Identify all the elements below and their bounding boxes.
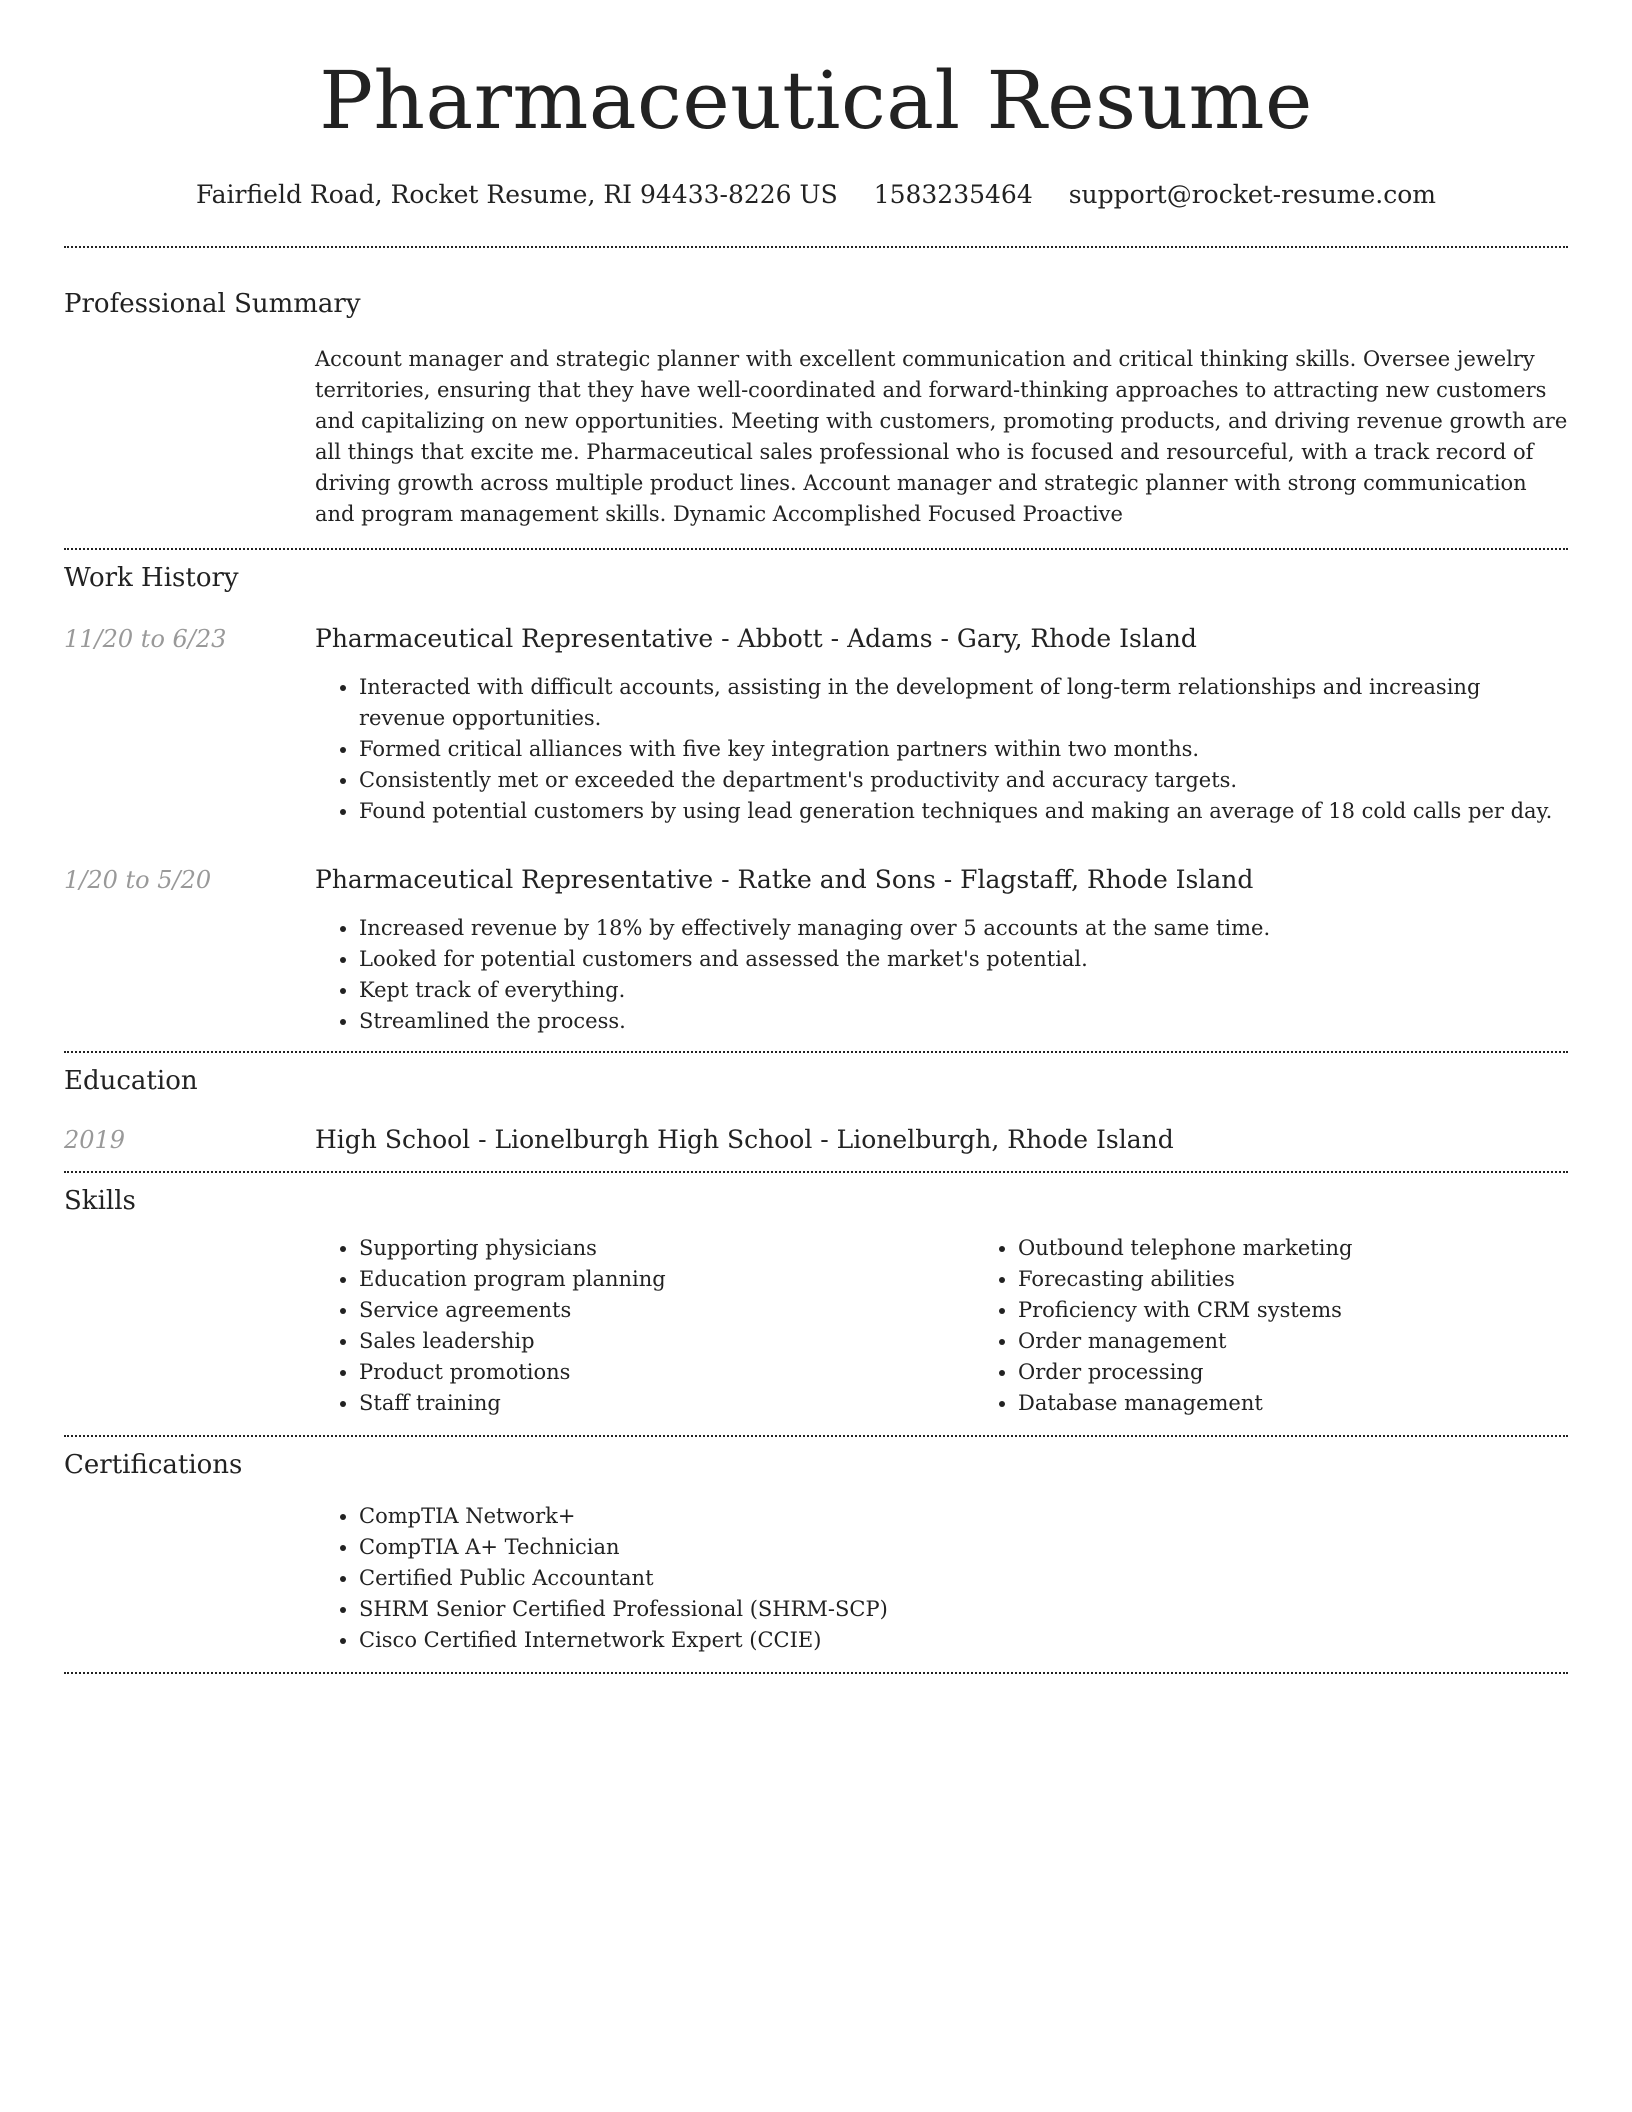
job-entry	[64, 865, 1568, 1037]
contact-email: support@rocket-resume.com	[1068, 180, 1437, 209]
job-heading: Pharmaceutical Representative - Abbott - Adams - Gary, Rhode Island	[315, 624, 1197, 653]
job-bullet: • Interacted with difficult accounts, assisting in the development of long-term relationships and increasing revenue opportunities.	[359, 672, 1568, 734]
skill-item: • Outbound telephone marketing	[1018, 1233, 1632, 1264]
contact-address: Fairfield Road, Rocket Resume, RI 94433-8226 US	[195, 180, 838, 209]
job-bullet: • Found potential customers by using lead generation techniques and making an average of 18 cold calls per day.	[359, 796, 1568, 827]
job-dates: 11/20 to 6/23	[64, 625, 227, 653]
job-bullet: • Consistently met or exceeded the department's productivity and accuracy targets.	[359, 765, 1568, 796]
divider	[64, 1171, 1568, 1173]
summary-text: Account manager and strategic planner with excellent communication and critical thinking skills. Oversee jewelry territories, ensuring that they have well-coordinated and forward-thinking approaches to attracting new customers and capitalizing on new opportunities. Meeting with customers, promoting products, and driving revenue growth are all things that excite me. Pharmaceutical sales professional who is focused and resourceful, with a track record of driving growth across multiple product lines. Account manager and strategic planner with strong communication and program management skills. Dynamic Accomplished Focused Proactive	[315, 347, 1568, 526]
divider	[64, 1672, 1568, 1674]
job-bullet: • Increased revenue by 18% by effectively managing over 5 accounts at the same time.	[359, 913, 1568, 944]
job-bullets	[315, 672, 1568, 827]
skill-item: • Proficiency with CRM systems	[1018, 1295, 1632, 1326]
skills-list-right	[974, 1233, 1632, 1419]
divider	[64, 1051, 1568, 1053]
skill-item: • Forecasting abilities	[1018, 1264, 1632, 1295]
section-title-work: Work History	[64, 563, 239, 593]
section-title-education: Education	[64, 1066, 198, 1096]
certification-item: • CompTIA A+ Technician	[359, 1532, 1568, 1563]
certification-item: • SHRM Senior Certified Professional (SHRM-SCP)	[359, 1594, 1568, 1625]
job-bullet: • Streamlined the process.	[359, 1006, 1568, 1037]
job-bullet: • Looked for potential customers and assessed the market's potential.	[359, 944, 1568, 975]
section-title-certifications: Certifications	[64, 1450, 243, 1480]
job-body	[315, 865, 1568, 1037]
certifications-list-wrap	[315, 1501, 1568, 1672]
divider	[64, 1435, 1568, 1437]
skill-item: • Staff training	[359, 1388, 974, 1419]
contact-phone: 1583235464	[873, 180, 1033, 209]
job-entry	[64, 624, 1568, 827]
certification-item: • Certified Public Accountant	[359, 1563, 1568, 1594]
contact-line	[64, 180, 1568, 210]
certification-item: • Cisco Certified Internetwork Expert (CCIE)	[359, 1625, 1568, 1656]
skill-item: • Product promotions	[359, 1357, 974, 1388]
divider	[64, 246, 1568, 248]
skills-columns	[315, 1233, 1568, 1435]
certification-item: • CompTIA Network+	[359, 1501, 1568, 1532]
skill-item: • Service agreements	[359, 1295, 974, 1326]
education-heading: High School - Lionelburgh High School - Lionelburgh, Rhode Island	[315, 1125, 1174, 1154]
resume-name: Pharmaceutical Resume	[319, 54, 1313, 147]
job-bullet: • Formed critical alliances with five key integration partners within two months.	[359, 734, 1568, 765]
skill-item: • Database management	[1018, 1388, 1632, 1419]
skill-item: • Education program planning	[359, 1264, 974, 1295]
job-heading: Pharmaceutical Representative - Ratke and Sons - Flagstaff, Rhode Island	[315, 865, 1254, 894]
job-body	[315, 624, 1568, 827]
job-bullets	[315, 913, 1568, 1037]
skill-item: • Order management	[1018, 1326, 1632, 1357]
certifications-list	[315, 1501, 1568, 1656]
education-year: 2019	[64, 1126, 126, 1154]
divider	[64, 548, 1568, 550]
section-title-summary: Professional Summary	[64, 289, 361, 319]
education-entry	[64, 1125, 1568, 1171]
section-title-skills: Skills	[64, 1186, 136, 1216]
skill-item: • Supporting physicians	[359, 1233, 974, 1264]
skills-list-left	[315, 1233, 974, 1419]
skill-item: • Order processing	[1018, 1357, 1632, 1388]
skill-item: • Sales leadership	[359, 1326, 974, 1357]
job-bullet: • Kept track of everything.	[359, 975, 1568, 1006]
job-dates: 1/20 to 5/20	[64, 866, 212, 894]
